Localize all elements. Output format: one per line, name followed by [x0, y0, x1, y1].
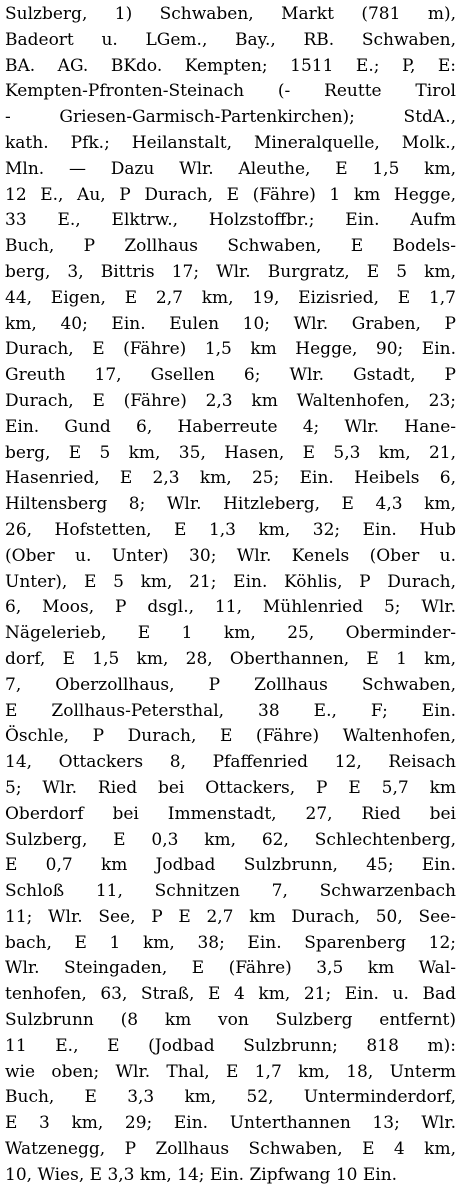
entry-line: dorf, E 1,5 km, 28, Oberthannen, E 1 km,: [5, 648, 456, 669]
entry-line: Mln. — Dazu Wlr. Aleuthe, E 1,5 km,: [5, 158, 456, 179]
entry-line: Sulzbrunn (8 km von Sulzberg entfernt): [5, 1010, 456, 1031]
entry-line: Nägelerieb, E 1 km, 25, Oberminder-: [5, 623, 456, 644]
entry-line: 5; Wlr. Ried bei Ottackers, P E 5,7 km: [5, 777, 456, 798]
entry-line: - Griesen-Garmisch-Partenkirchen); StdA.,: [5, 107, 456, 128]
entry-line: Schloß 11, Schnitzen 7, Schwarzenbach: [5, 881, 456, 902]
entry-line: Buch, P Zollhaus Schwaben, E Bodels-: [5, 236, 456, 257]
entry-line: 10, Wies, E 3,3 km, 14; Ein. Zipfwang 10 Ein.: [5, 1164, 398, 1185]
entry-line: 11; Wlr. See, P E 2,7 km Durach, 50, See-: [5, 906, 456, 927]
entry-line: 6, Moos, P dsgl., 11, Mühlenried 5; Wlr.: [5, 597, 456, 618]
entry-line: 12 E., Au, P Durach, E (Fähre) 1 km Hegge,: [5, 184, 456, 205]
entry-line: Durach, E (Fähre) 1,5 km Hegge, 90; Ein.: [5, 339, 456, 360]
entry-line: Sulzberg, E 0,3 km, 62, Schlechtenberg,: [5, 829, 456, 850]
entry-line: 11 E., E (Jodbad Sulzbrunn; 818 m):: [5, 1035, 456, 1056]
entry-line: Wlr. Steingaden, E (Fähre) 3,5 km Wal-: [5, 958, 456, 979]
entry-line: berg, 3, Bittris 17; Wlr. Burgratz, E 5 km,: [5, 261, 456, 282]
entry-line: E 0,7 km Jodbad Sulzbrunn, 45; Ein.: [5, 855, 456, 876]
entry-line: Oberdorf bei Immenstadt, 27, Ried bei: [5, 803, 456, 824]
entry-line: Hasenried, E 2,3 km, 25; Ein. Heibels 6,: [5, 468, 456, 489]
entry-line: 26, Hofstetten, E 1,3 km, 32; Ein. Hub: [5, 519, 456, 540]
entry-line: wie oben; Wlr. Thal, E 1,7 km, 18, Unterm: [5, 1061, 456, 1082]
entry-line: 7, Oberzollhaus, P Zollhaus Schwaben,: [5, 674, 456, 695]
entry-line: Unter), E 5 km, 21; Ein. Köhlis, P Durach,: [5, 571, 456, 592]
entry-line: Badeort u. LGem., Bay., RB. Schwaben,: [5, 29, 456, 50]
entry-line: tenhofen, 63, Straß, E 4 km, 21; Ein. u. Bad: [5, 984, 456, 1005]
entry-line: Hiltensberg 8; Wlr. Hitzleberg, E 4,3 km,: [5, 494, 456, 515]
entry-line: E Zollhaus-Petersthal, 38 E., F; Ein.: [5, 700, 456, 721]
entry-line: Sulzberg, 1) Schwaben, Markt (781 m),: [5, 4, 456, 24]
entry-line: 33 E., Elktrw., Holzstoffbr.; Ein. Aufm: [5, 210, 456, 231]
entry-line: bach, E 1 km, 38; Ein. Sparenberg 12;: [5, 932, 456, 953]
entry-line: (Ober u. Unter) 30; Wlr. Kenels (Ober u.: [5, 545, 456, 566]
entry-line: Öschle, P Durach, E (Fähre) Waltenhofen,: [5, 726, 456, 747]
entry-line: km, 40; Ein. Eulen 10; Wlr. Graben, P: [5, 313, 456, 334]
entry-line: 44, Eigen, E 2,7 km, 19, Eizisried, E 1,7: [5, 287, 456, 308]
entry-line: E 3 km, 29; Ein. Unterthannen 13; Wlr.: [5, 1113, 456, 1134]
entry-line: Ein. Gund 6, Haberreute 4; Wlr. Hane-: [5, 416, 456, 437]
entry-line: Watzenegg, P Zollhaus Schwaben, E 4 km,: [5, 1139, 456, 1160]
entry-line: Durach, E (Fähre) 2,3 km Waltenhofen, 23;: [5, 390, 456, 411]
gazetteer-entry-sulzberg: [5, 2, 456, 1189]
entry-line: berg, E 5 km, 35, Hasen, E 5,3 km, 21,: [5, 442, 456, 463]
entry-line: BA. AG. BKdo. Kempten; 1511 E.; P, E:: [5, 55, 456, 76]
entry-line: Buch, E 3,3 km, 52, Unterminderdorf,: [5, 1087, 456, 1108]
entry-line: 14, Ottackers 8, Pfaffenried 12, Reisach: [5, 752, 456, 773]
entry-line: kath. Pfk.; Heilanstalt, Mineralquelle, Molk.,: [5, 132, 456, 153]
entry-line: Kempten-Pfronten-Steinach (- Reutte Tirol: [5, 81, 456, 102]
entry-line: Greuth 17, Gsellen 6; Wlr. Gstadt, P: [5, 365, 456, 386]
